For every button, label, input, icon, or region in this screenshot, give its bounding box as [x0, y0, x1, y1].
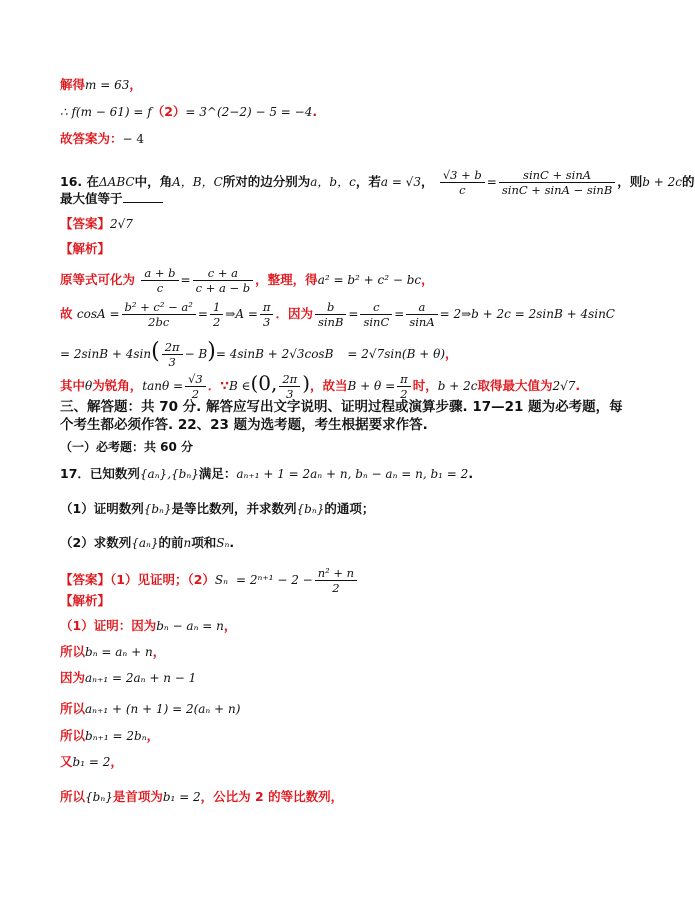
analysis-label: 【解析】 — [60, 593, 111, 608]
text: 是等比数列，并求数列 — [171, 501, 297, 516]
math: tanθ = — [142, 379, 184, 393]
math: b + 2c — [437, 379, 478, 393]
text: ．因为 — [275, 306, 313, 321]
q17-proof-1 — [60, 617, 236, 635]
denominator: c — [141, 280, 178, 295]
math: B ∈ — [228, 379, 251, 393]
text: （1）见证明；（2） — [110, 572, 215, 587]
numerator: 2π — [282, 372, 298, 386]
numerator: b — [327, 300, 335, 314]
denominator: 2 — [315, 580, 357, 595]
q16-stem: 16. 在ΔABC中，角A，B，C所对的边分别为a，b，c，若a = √3， $\frac{√3 + b}{c}$ = $\frac{\sin C + \sin A}{\sin C + \sin A - \sin B}$ ，则b + 2c的 — [60, 168, 695, 197]
numerator: a — [418, 300, 426, 314]
math: ⇒A = — [225, 307, 258, 321]
denominator: c + a − b — [193, 280, 254, 295]
numerator: √3 + b — [442, 168, 482, 182]
denominator: 2bc — [122, 314, 196, 329]
text: ， — [152, 644, 166, 659]
math: = 2ⁿ⁺¹ − 2 − — [236, 573, 313, 587]
math: B + θ = — [347, 379, 396, 393]
text: 因为 — [60, 670, 86, 685]
numerator: 1 — [212, 300, 221, 314]
text: ．∵ — [207, 378, 229, 393]
text: ， — [445, 346, 458, 361]
math: bₙ = aₙ + n — [85, 645, 153, 659]
math: θ — [85, 379, 93, 393]
math: Sₙ — [214, 573, 229, 587]
math: = 2⇒b + 2c = 2sinB + 4sinC — [439, 307, 615, 321]
section-3-subheading — [60, 438, 193, 456]
numerator: b² + c² − a² — [124, 300, 193, 314]
q16-step-1: 原等式可化为 $\frac{a + b}{c}$ = $\frac{c + a}{c + a - b}$ ，整理，得a² = b² + c² − bc， — [60, 266, 434, 295]
denominator: sinC + sinA − sinB — [499, 182, 615, 197]
text: 的前 — [158, 535, 184, 550]
text: 是首项为 — [112, 789, 163, 804]
text: （一）必考题：共 60 分 — [60, 440, 194, 454]
math: = — [394, 307, 405, 321]
text: ， — [110, 754, 123, 769]
text: . — [229, 535, 235, 550]
denominator: 2 — [210, 314, 223, 329]
math: ∴ f(m − 61) = f — [60, 105, 152, 119]
numerator: √3 — [188, 372, 203, 386]
q16-answer — [60, 215, 133, 233]
text: ，公比为 2 的等比数列， — [200, 789, 344, 804]
math: b + 2c — [642, 175, 683, 189]
text: 原等式可化为 — [60, 272, 136, 287]
text: 中，角 — [134, 174, 173, 189]
numerator: π — [262, 300, 271, 314]
math: aₙ₊₁ + 1 = 2aₙ + n, bₙ − aₙ = n, b₁ = 2 — [236, 467, 469, 481]
math: {bₙ} — [296, 502, 325, 516]
math: bₙ − aₙ = n — [156, 619, 224, 633]
analysis-label: 【解析】 — [60, 241, 111, 256]
q17-proof-4 — [60, 700, 240, 718]
q16-step-2 — [60, 300, 615, 329]
text: 取得最大值为 — [477, 378, 553, 393]
denominator: 3 — [162, 354, 183, 369]
denominator: c — [440, 182, 485, 197]
math: ΔABC — [99, 175, 135, 189]
denominator: 3 — [260, 314, 274, 329]
fraction — [440, 168, 485, 197]
q17-part-2 — [60, 534, 234, 552]
text: 故 — [60, 306, 73, 321]
math: = 2sinB + 4sin — [60, 347, 152, 361]
q17-stem — [60, 465, 473, 483]
math: = 2√7sin(B + θ) — [347, 347, 446, 361]
text: 所以 — [60, 701, 86, 716]
text: 所以 — [60, 644, 86, 659]
math: {aₙ} — [131, 536, 159, 550]
math: bₙ₊₁ = 2bₙ — [85, 729, 147, 743]
text: . — [575, 378, 581, 393]
text: 项和 — [191, 535, 217, 550]
math: a = √3 — [380, 175, 421, 189]
math: − 4 — [122, 132, 145, 146]
math: a² = b² + c² − bc — [317, 273, 422, 287]
math: b₁ = 2 — [162, 790, 201, 804]
text: 解得 — [60, 77, 86, 92]
text: 最大值等于 — [60, 191, 123, 206]
q16-analysis-label — [60, 240, 110, 258]
text: 又 — [60, 754, 73, 769]
numerator: 2π — [164, 340, 180, 354]
math: {bₙ} — [85, 790, 113, 804]
numerator: sinC + sinA — [523, 168, 592, 182]
math: − B — [184, 347, 208, 361]
text: 满足： — [198, 466, 237, 481]
math: cosA = — [76, 307, 120, 321]
math: Sₙ — [216, 536, 230, 550]
q16-step-4: 其中θ为锐角，tanθ = $\frac{√3}{2}$ ．∵B ∈(0, $\frac{2\pi}{3}$ )，故当B + θ = $\frac{\pi}{2}$ 时，b + 2c取得最大值为2√7. — [60, 371, 581, 401]
denominator: 2 — [185, 386, 206, 401]
text: （2） — [151, 104, 186, 119]
function-line — [60, 103, 317, 121]
numerator: c + a — [207, 266, 239, 280]
text: （1）证明：因为 — [60, 618, 157, 633]
text: 时， — [412, 378, 438, 393]
text: 所以 — [60, 728, 86, 743]
q17-proof-3 — [60, 669, 196, 687]
math: n — [183, 536, 192, 550]
math: = — [348, 307, 359, 321]
math: A，B，C — [172, 175, 223, 189]
numerator: π — [400, 372, 408, 386]
text: 个考生都必须作答. 22、23 题为选考题，考生根据要求作答. — [60, 417, 428, 433]
text: 三、解答题：共 70 分. 解答应写出文字说明、证明过程或演算步骤. 17—21 题为必考题，每 — [60, 399, 623, 415]
answer-blank — [123, 190, 163, 203]
text: 16. 在 — [60, 174, 99, 189]
text: ， — [421, 272, 434, 287]
text: 为锐角， — [92, 378, 143, 393]
denominator: 3 — [279, 386, 300, 401]
numerator: n² + n — [317, 566, 355, 580]
text: ，若 — [355, 174, 381, 189]
text: ， — [420, 174, 434, 189]
numerator: c — [373, 300, 380, 314]
text: 17．已知数列 — [60, 466, 140, 481]
text: 故答案为： — [60, 131, 123, 146]
text: （1）证明数列 — [60, 501, 144, 516]
text: （2）求数列 — [60, 535, 132, 550]
q17-proof-6 — [60, 753, 123, 771]
text: ，整理，得 — [255, 272, 318, 287]
denominator: 2 — [397, 386, 411, 401]
math: a，b，c — [310, 175, 356, 189]
numerator: a + b — [144, 266, 176, 280]
text: 的通项； — [324, 501, 375, 516]
q17-proof-2 — [60, 643, 165, 661]
section-3-heading-line-1 — [60, 398, 623, 416]
q16-stem-2 — [60, 190, 163, 208]
math: = 4sinB + 2√3cosB — [215, 347, 334, 361]
math: = 3^(2−2) − 5 = −4 — [185, 105, 313, 119]
denominator: sinB — [315, 314, 346, 329]
math: aₙ₊₁ + (n + 1) = 2(aₙ + n) — [85, 702, 241, 716]
q16-step-3: = 2sinB + 4sin( $\frac{2\pi}{3}$ − B)= 4sinB + 2√3cosB = 2√7sin(B + θ)， — [60, 339, 458, 369]
solve-line — [60, 76, 142, 94]
answer-label: 【答案】 — [60, 572, 111, 587]
text: . — [312, 104, 318, 119]
answer-line — [60, 130, 144, 148]
math: = — [197, 307, 208, 321]
text: 其中 — [60, 378, 86, 393]
math: m = 63 — [85, 78, 130, 92]
denominator: sinA — [406, 314, 437, 329]
section-3-heading-line-2 — [60, 416, 428, 434]
fraction — [499, 168, 615, 197]
text: ，故当 — [310, 378, 348, 393]
denominator: sinC — [360, 314, 392, 329]
math: {bₙ} — [143, 502, 172, 516]
text: ，则 — [617, 174, 643, 189]
q17-part-1 — [60, 500, 374, 518]
q17-proof-5 — [60, 727, 159, 745]
math: {aₙ},{bₙ} — [139, 467, 199, 481]
text: ， — [146, 728, 160, 743]
answer-value: 2√7 — [110, 217, 133, 231]
q17-analysis-label — [60, 592, 110, 610]
text: 所以 — [60, 789, 86, 804]
math: 2√7 — [552, 379, 576, 393]
text: 的 — [682, 174, 695, 189]
text: ， — [129, 77, 142, 92]
q17-answer — [60, 566, 359, 595]
math: aₙ₊₁ = 2aₙ + n − 1 — [85, 671, 197, 685]
text: ， — [223, 618, 237, 633]
answer-label: 【答案】 — [60, 216, 111, 231]
q17-proof-7 — [60, 788, 343, 806]
text: . — [468, 466, 474, 481]
math: b₁ = 2 — [72, 755, 111, 769]
text: 所对的边分别为 — [222, 174, 311, 189]
